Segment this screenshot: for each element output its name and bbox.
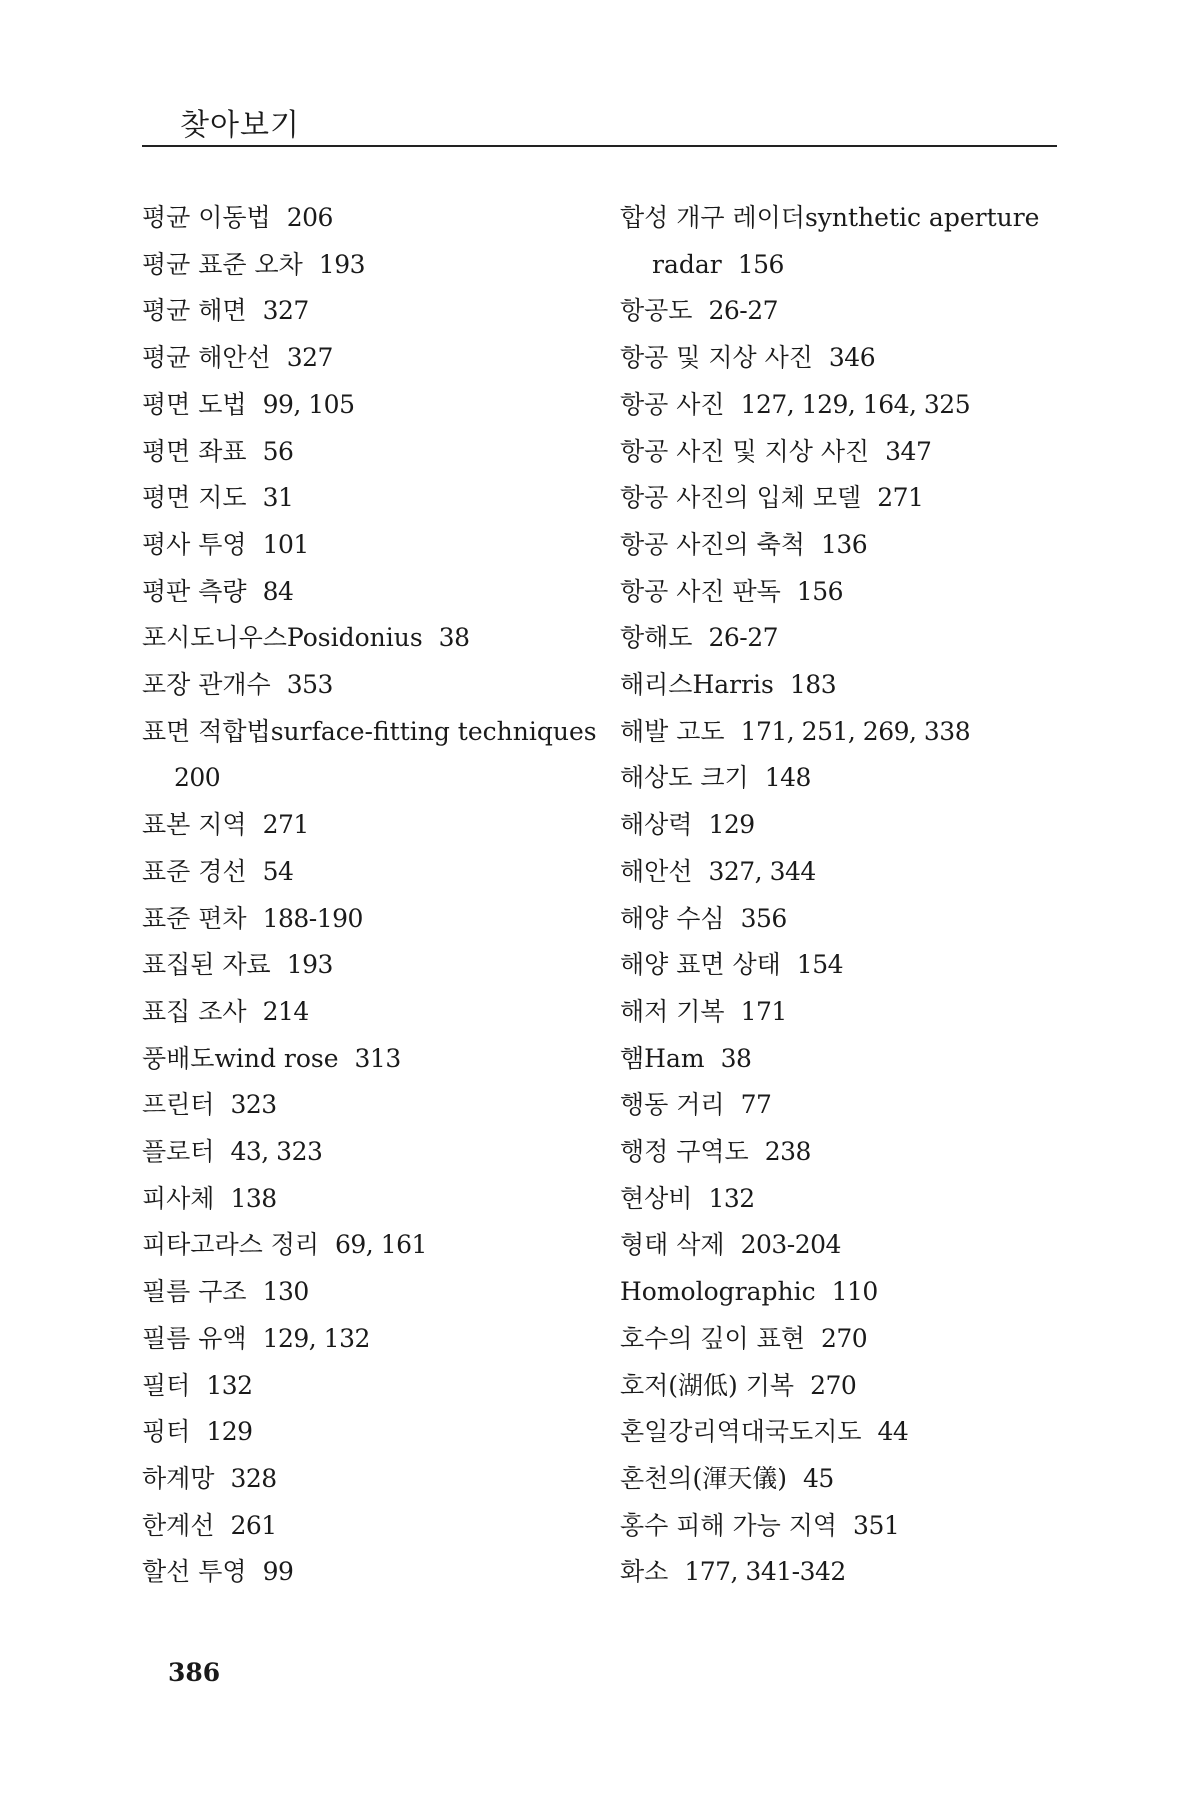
index-page-ref: 84 bbox=[262, 576, 294, 606]
header-rule bbox=[142, 145, 1057, 147]
index-page-ref: 110 bbox=[831, 1277, 878, 1307]
index-page-ref: 270 bbox=[810, 1370, 857, 1400]
index-term: 해양 표면 상태 bbox=[620, 950, 781, 980]
index-page-ref: 327 bbox=[262, 296, 309, 326]
index-term: 피사체 bbox=[142, 1183, 215, 1213]
index-entry bbox=[142, 1082, 582, 1129]
index-entry bbox=[620, 1129, 1060, 1176]
index-page-ref: 353 bbox=[286, 670, 333, 700]
index-entry bbox=[620, 1316, 1060, 1363]
index-term: 필름 구조 bbox=[142, 1277, 247, 1307]
index-entry bbox=[142, 569, 582, 616]
index-page-ref: 77 bbox=[740, 1090, 772, 1120]
index-entry bbox=[142, 1409, 582, 1456]
index-term: 피타고라스 정리 bbox=[142, 1230, 319, 1260]
index-page-ref: 26-27 bbox=[708, 296, 779, 326]
index-term: 하계망 bbox=[142, 1463, 215, 1493]
index-entry bbox=[142, 1503, 582, 1550]
index-page-ref: 214 bbox=[262, 996, 309, 1026]
index-page-ref: 45 bbox=[802, 1463, 834, 1493]
index-term: 호저(湖低) 기복 bbox=[620, 1370, 795, 1400]
index-entry bbox=[142, 1036, 582, 1083]
index-term: 행정 구역도 bbox=[620, 1137, 749, 1167]
index-entry bbox=[142, 288, 582, 335]
index-entry bbox=[620, 1082, 1060, 1129]
index-term: 항공 및 지상 사진 bbox=[620, 343, 813, 373]
index-entry bbox=[142, 1269, 582, 1316]
index-entry bbox=[142, 1456, 582, 1503]
index-entry bbox=[620, 1409, 1060, 1456]
index-entry bbox=[142, 1363, 582, 1410]
index-term: 표집 조사 bbox=[142, 996, 247, 1026]
index-term: 항공 사진의 축척 bbox=[620, 529, 805, 559]
index-entry bbox=[620, 1549, 1060, 1596]
page-number: 386 bbox=[168, 1658, 221, 1687]
index-page-ref: 313 bbox=[354, 1043, 401, 1073]
index-entry bbox=[620, 942, 1060, 989]
index-page-ref: 54 bbox=[262, 856, 294, 886]
index-page-ref: 136 bbox=[820, 529, 868, 559]
index-page-ref: 138 bbox=[230, 1183, 277, 1213]
index-term: 평판 측량 bbox=[142, 576, 247, 606]
index-term: 햄Ham bbox=[620, 1043, 705, 1073]
index-entry bbox=[620, 896, 1060, 943]
index-term: 행동 거리 bbox=[620, 1090, 725, 1120]
index-entry bbox=[142, 755, 582, 802]
index-page-ref: 132 bbox=[206, 1370, 253, 1400]
index-term: 플로터 bbox=[142, 1137, 215, 1167]
index-term: 표면 적합법surface-fitting techniques bbox=[142, 716, 597, 746]
index-entry bbox=[142, 802, 582, 849]
index-entry bbox=[620, 802, 1060, 849]
index-entry bbox=[142, 522, 582, 569]
index-term: 풍배도wind rose bbox=[142, 1043, 339, 1073]
index-page-ref: 132 bbox=[708, 1183, 755, 1213]
index-term: 화소 bbox=[620, 1557, 669, 1587]
index-entry bbox=[620, 1036, 1060, 1083]
index-page-ref: 154 bbox=[796, 950, 844, 980]
index-page-ref: 327 bbox=[286, 343, 333, 373]
index-term: 표준 경선 bbox=[142, 856, 247, 886]
index-entry bbox=[142, 615, 582, 662]
index-entry bbox=[620, 522, 1060, 569]
index-page-ref: 129 bbox=[708, 810, 755, 840]
index-term: 표본 지역 bbox=[142, 810, 247, 840]
index-entry bbox=[142, 896, 582, 943]
index-term: 해안선 bbox=[620, 856, 693, 886]
index-term: radar bbox=[652, 249, 722, 279]
index-page-ref: 38 bbox=[720, 1043, 752, 1073]
index-page-ref: 261 bbox=[230, 1510, 277, 1540]
index-entry bbox=[142, 662, 582, 709]
index-page-ref: 193 bbox=[318, 249, 366, 279]
index-entry bbox=[620, 849, 1060, 896]
index-page-ref: 200 bbox=[174, 763, 221, 793]
index-page-ref: 129 bbox=[206, 1417, 253, 1447]
index-page-ref: 188-190 bbox=[262, 903, 363, 933]
index-column-right bbox=[620, 195, 1060, 1596]
index-term: 평균 표준 오차 bbox=[142, 249, 303, 279]
index-entry bbox=[620, 1222, 1060, 1269]
index-term: 표집된 자료 bbox=[142, 950, 271, 980]
index-page-ref: 129, 132 bbox=[262, 1323, 370, 1353]
index-term: 평균 해면 bbox=[142, 296, 247, 326]
index-entry bbox=[142, 475, 582, 522]
index-page-ref: 327, 344 bbox=[708, 856, 816, 886]
index-entry bbox=[620, 1176, 1060, 1223]
index-term: 항공 사진 판독 bbox=[620, 576, 781, 606]
index-column-left bbox=[142, 195, 597, 1596]
index-entry bbox=[142, 335, 582, 382]
index-page-ref: 44 bbox=[877, 1417, 909, 1447]
index-term: 항해도 bbox=[620, 623, 693, 653]
index-entry bbox=[142, 429, 582, 476]
index-entry bbox=[620, 755, 1060, 802]
index-term: 포장 관개수 bbox=[142, 670, 271, 700]
index-page-ref: 56 bbox=[262, 436, 294, 466]
index-entry bbox=[620, 1363, 1060, 1410]
index-term: 평면 지도 bbox=[142, 483, 247, 513]
index-entry bbox=[142, 1316, 582, 1363]
index-entry bbox=[142, 942, 582, 989]
index-entry bbox=[620, 662, 1060, 709]
index-page-ref: 156 bbox=[796, 576, 844, 606]
index-page-ref: 238 bbox=[764, 1137, 811, 1167]
index-term: 호수의 깊이 표현 bbox=[620, 1323, 805, 1353]
index-entry bbox=[142, 242, 582, 289]
index-term: 할선 투영 bbox=[142, 1557, 247, 1587]
index-page-ref: 31 bbox=[262, 483, 294, 513]
index-term: Homolographic bbox=[620, 1277, 816, 1307]
index-entry bbox=[620, 335, 1060, 382]
index-page-ref: 99, 105 bbox=[262, 389, 355, 419]
index-page-ref: 193 bbox=[286, 950, 333, 980]
index-term: 포시도니우스Posidonius bbox=[142, 623, 423, 653]
index-term: 합성 개구 레이더synthetic aperture bbox=[620, 203, 1040, 232]
index-entry bbox=[142, 382, 582, 429]
index-term: 해상도 크기 bbox=[620, 763, 749, 793]
index-term: 혼천의(渾天儀) bbox=[620, 1463, 787, 1493]
index-term: 현상비 bbox=[620, 1183, 693, 1213]
index-term: 해양 수심 bbox=[620, 903, 725, 933]
index-entry bbox=[142, 1222, 582, 1269]
index-page-ref: 101 bbox=[262, 529, 309, 559]
index-entry bbox=[620, 569, 1060, 616]
index-term: 항공 사진의 입체 모델 bbox=[620, 483, 862, 513]
index-entry bbox=[142, 709, 597, 756]
index-entry bbox=[620, 615, 1060, 662]
index-page-ref: 171 bbox=[740, 996, 787, 1026]
index-term: 해리스Harris bbox=[620, 670, 774, 700]
index-term: 프린터 bbox=[142, 1090, 215, 1120]
index-entry bbox=[620, 989, 1060, 1036]
index-entry bbox=[620, 1503, 1060, 1550]
index-term: 해상력 bbox=[620, 810, 693, 840]
index-page-ref: 347 bbox=[885, 436, 932, 466]
index-page-ref: 328 bbox=[230, 1463, 277, 1493]
index-term: 항공 사진 bbox=[620, 389, 725, 419]
index-entry bbox=[620, 382, 1060, 429]
index-entry bbox=[620, 475, 1060, 522]
index-term: 필름 유액 bbox=[142, 1323, 247, 1353]
index-term: 해저 기복 bbox=[620, 996, 725, 1026]
index-page-ref: 130 bbox=[262, 1277, 309, 1307]
index-page-ref: 351 bbox=[853, 1510, 900, 1540]
index-entry bbox=[620, 1456, 1060, 1503]
index-term: 평균 해안선 bbox=[142, 343, 271, 373]
page-header-title: 찾아보기 bbox=[180, 108, 300, 143]
index-page-ref: 156 bbox=[737, 249, 784, 279]
index-term: 해발 고도 bbox=[620, 716, 725, 746]
index-page-ref: 38 bbox=[438, 623, 470, 653]
index-page-ref: 171, 251, 269, 338 bbox=[740, 716, 971, 746]
index-term: 형태 삭제 bbox=[620, 1230, 725, 1260]
index-term: 평사 투영 bbox=[142, 529, 247, 559]
index-entry bbox=[620, 709, 1060, 756]
index-page-ref: 183 bbox=[789, 670, 837, 700]
index-page-ref: 43, 323 bbox=[230, 1137, 323, 1167]
index-term: 평균 이동법 bbox=[142, 203, 271, 232]
index-page-ref: 69, 161 bbox=[335, 1230, 427, 1260]
index-page-ref: 127, 129, 164, 325 bbox=[740, 389, 971, 419]
index-entry bbox=[142, 849, 582, 896]
index-page-ref: 323 bbox=[230, 1090, 277, 1120]
index-entry bbox=[620, 242, 1060, 289]
index-entry bbox=[620, 429, 1060, 476]
index-page-ref: 148 bbox=[764, 763, 811, 793]
index-term: 필터 bbox=[142, 1370, 191, 1400]
index-page-ref: 206 bbox=[286, 203, 333, 232]
index-term: 한계선 bbox=[142, 1510, 215, 1540]
index-entry bbox=[142, 1549, 582, 1596]
index-entry bbox=[620, 288, 1060, 335]
index-term: 홍수 피해 가능 지역 bbox=[620, 1510, 838, 1540]
index-page-ref: 271 bbox=[262, 810, 309, 840]
index-entry bbox=[142, 989, 582, 1036]
index-page-ref: 99 bbox=[262, 1557, 294, 1587]
index-entry bbox=[620, 1269, 1060, 1316]
index-term: 항공 사진 및 지상 사진 bbox=[620, 436, 870, 466]
index-term: 평면 좌표 bbox=[142, 436, 247, 466]
index-term: 표준 편차 bbox=[142, 903, 247, 933]
index-page-ref: 356 bbox=[740, 903, 787, 933]
index-page-ref: 271 bbox=[877, 483, 924, 513]
index-entry bbox=[142, 195, 582, 242]
index-entry bbox=[142, 1129, 582, 1176]
index-page-ref: 270 bbox=[820, 1323, 868, 1353]
index-term: 평면 도법 bbox=[142, 389, 247, 419]
index-entry bbox=[142, 1176, 582, 1223]
index-page-ref: 346 bbox=[828, 343, 876, 373]
index-page-ref: 177, 341-342 bbox=[684, 1557, 846, 1587]
index-term: 핑터 bbox=[142, 1417, 191, 1447]
index-page-ref: 203-204 bbox=[740, 1230, 841, 1260]
index-entry bbox=[620, 195, 1060, 242]
index-term: 혼일강리역대국도지도 bbox=[620, 1417, 862, 1447]
index-term: 항공도 bbox=[620, 296, 693, 326]
index-page-ref: 26-27 bbox=[708, 623, 779, 653]
